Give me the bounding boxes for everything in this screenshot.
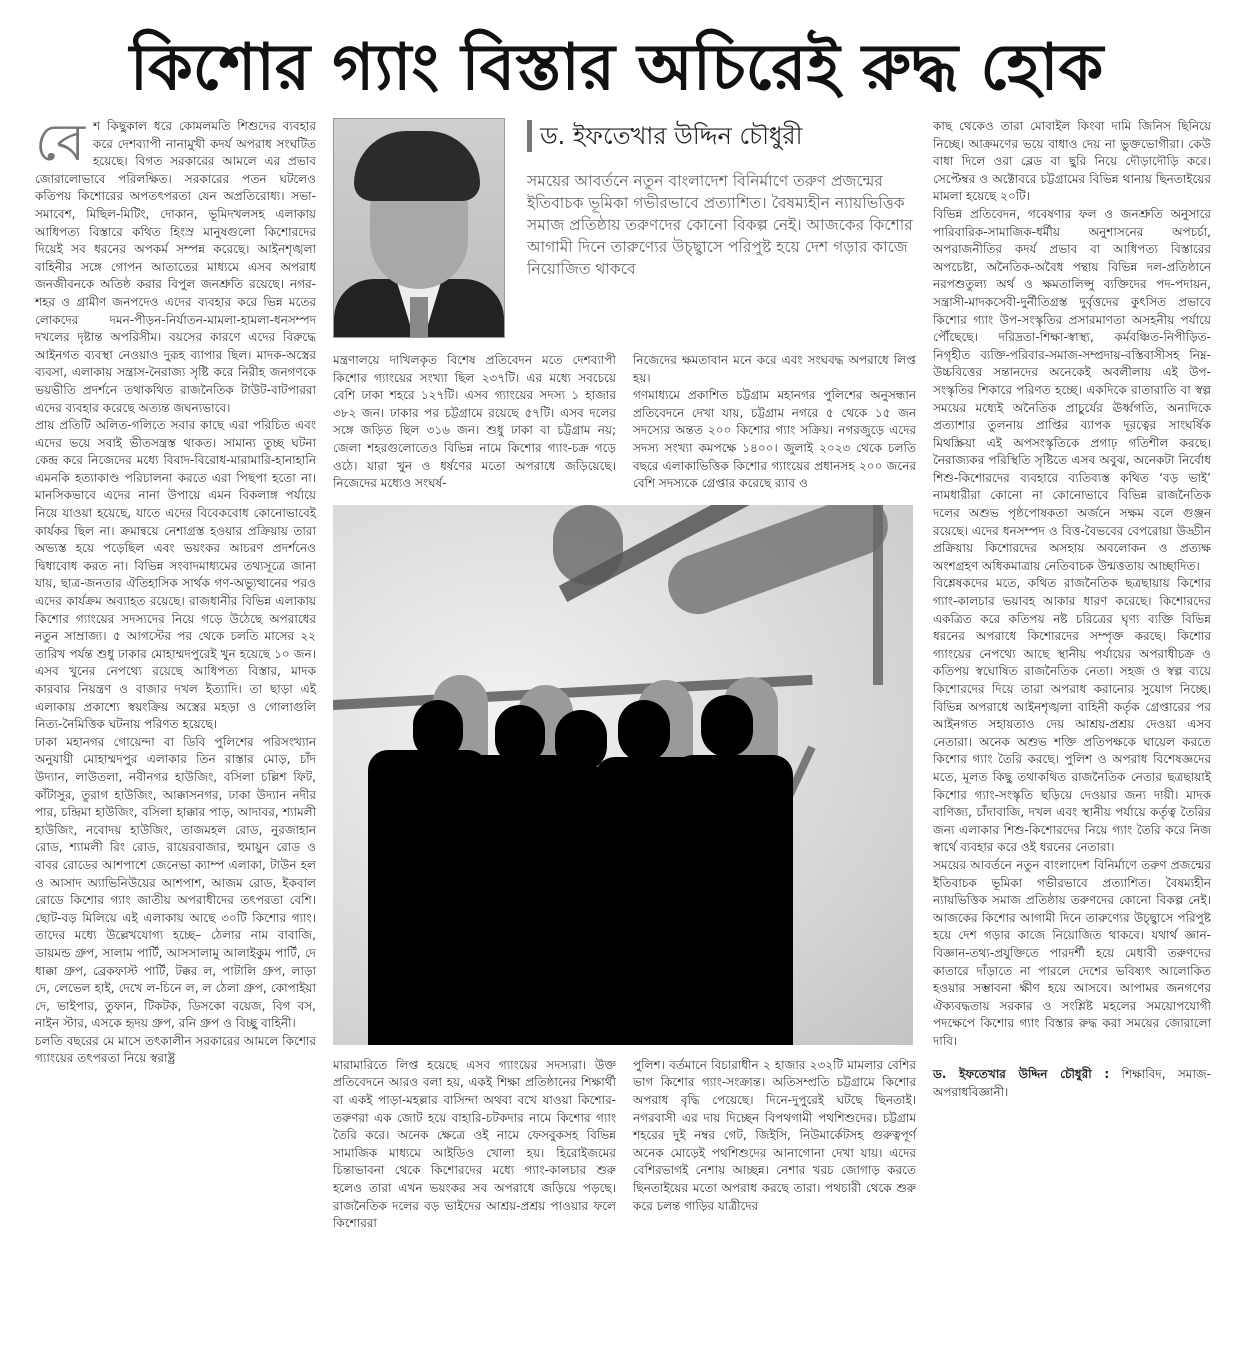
author-byline: ড. ইফতেখার উদ্দিন চৌধুরী	[540, 122, 803, 150]
article-grid	[0, 110, 1233, 1233]
paragraph: ঢাকা মহানগর গোয়েন্দা বা ডিবি পুলিশের পরিসংখ্যান অনুযায়ী মোহাম্মদপুর এলাকার তিন রাস্তার মোড়, চাঁদ উদ্যান, লাউতলা, নবীনগর হাউজিং, বসিলা চল্লিশ ফিট, কাঁটাসুর, তুরাগ হাউজিং, আক্কাসনগর, ঢাকা উদ্যান নদীর পার, চন্দ্রিমা হাউজিং, বসিলা হাক্কার পাড়, আদাবর, শ্যামলী হাউজিং, নবোদয় হাউজিং, তাজমহল রোড, নুরজাহান রোড, শ্যামলী রিং রোড, রায়েরবাজার, হুমায়ুন রোড ও বাবর রোডের আশপাশে জেনেভা ক্যাম্প এলাকা, টাউন হল ও আসাদ অ্যাভিনিউয়ের আশপাশ, আজম রোড, ইকবাল রোডে কিশোর গ্যাং জাতীয় অপরাধীদের তৎপরতা বেশি। ছোট-বড় মিলিয়ে এই এলাকায় আছে ৩০টি কিশোর গ্যাং। তাদের মধ্যে উল্লেখযোগ্য হচ্ছে– ঠেলার নাম বাবাজি, ডায়মন্ড গ্রুপ, সালাম পার্টি, আসসালামু আলাইকুম পার্টি, দে ধাক্কা গ্রুপ, ব্রেকফাস্ট পার্টি, টক্কর ল, পাটালি গ্রুপ, লাড়া দে, লেভেল হাই, দেখে ল-চিনে ল, ল ঠেলা গ্রুপ, কোপাইয়া দে, ভাইপার, তুফান, টিকটক, ডিসকো বয়েজ, বিগ বস, নাইন স্টার, এসকে হৃদয় গ্রুপ, রনি গ্রুপ ও বিচ্ছু বাহিনী।	[35, 734, 316, 1031]
paragraph-text: শ কিছুকাল ধরে কোমলমতি শিশুদের ব্যবহার করে দেশব্যাপী নানামুখী কদর্য অপরাধ সংঘটিত হয়েছে। বিগত সরকারের আমলে এর প্রভাব জোরালোভাবে পরিলক্ষিত। সরকারের পতন ঘটলেও কতিপয় কিশোরের অপতৎপরতা যেন অপ্রতিরোধ্য। সভা-সমাবেশ, মিছিল-মিটিং, দোকান, ভূমিদখলসহ এলাকায় আধিপত্য বিস্তারে কথিত হিংস্র মানুষগুলো কিশোরদের দিয়েই সব ধরনের অপকর্ম সম্পন্ন করেছে। আইনশৃঙ্খলা বাহিনীর সঙ্গে গোপন আতাতের মাধ্যমে এসব অপরাধ জনজীবনকে অতিষ্ঠ করার বিপুল জনশ্রুতি রয়েছে। নগর-শহর ও গ্রামীণ জনপদেও এদের ব্যবহার করে ভিন্ন মতের লোকদের দমন-পীড়ন-নির্যাতন-মামলা-হামলা-ধনসম্পদ দখলের দৃষ্টান্ত অপরিসীম। বয়সের কারণে এদের বিরুদ্ধে আইনগত ব্যবস্থা নেওয়াও দুরূহ ব্যাপার ছিল। মাদক-অস্ত্রের ব্যবসা, এলাকায় সন্ত্রাস-নৈরাজ্য সৃষ্টি করে নিরীহ জনগণকে ভয়ভীতি প্রদর্শনে তথাকথিত রাজনৈতিক টাউট-বাটপাররা এদের ব্যবহার করেছে অত্যন্ত জঘন্যভাবে।	[35, 119, 316, 415]
center-top-columns	[333, 352, 916, 493]
paragraph: বিশ্লেষকদের মতে, কথিত রাজনৈতিক ছত্রছায়ায় কিশোর গ্যাং-কালচার ভয়াবহ আকার ধারণ করেছে। কিশোরদের একত্রিত করে কতিপয় নষ্ট চরিত্রের ঘৃণ্য ব্যক্তি বিভিন্ন ধরনের অপরাধে কিশোরদের সম্পৃক্ত করছে। কিশোর গ্যাংয়ের নেপথ্যে আছে স্থানীয় পর্যায়ের অপরাধীচক্র ও কতিপয় স্বঘোষিত রাজনৈতিক নেতা। সহজ ও স্বল্প ব্যয়ে কিশোরদের দিয়ে তারা অপরাধ করানোর সুযোগ নিচ্ছে। বিভিন্ন অপরাধে আইনশৃঙ্খলা বাহিনী কর্তৃক গ্রেপ্তারের পর আইনগত সহায়তাও দেয় আশ্রয়-প্রশ্রয় দেওয়া এসব নেতারা। অনেক অশুভ শক্তি প্রতিপক্ষকে ঘায়েল করতে কিশোর গ্যাং তৈরি করছে। পুলিশ ও অপরাধ বিশেষজ্ঞদের মতে, মূলত কিছু তথাকথিত রাজনৈতিক নেতার ছত্রছায়াই কিশোর গ্যাং-সংস্কৃতি ছড়িয়ে দেওয়ার জন্য দায়ী। মাদক বাণিজ্য, চাঁদাবাজি, দখল এবং স্থানীয় পর্যায়ে কর্তৃত্ব তৈরির জন্য এলাকার শিশু-কিশোরদের নিয়ে গ্যাং তৈরি করে নিজ স্বার্থে ব্যবহার করে ওই ধরনের নেতারা।	[933, 576, 1211, 855]
paragraph: বিভিন্ন প্রতিবেদন, গবেষণার ফল ও জনশ্রুতি অনুসারে পারিবারিক-সামাজিক-ধর্মীয় অনুশাসনের অপচর্চা, অপরাজনীতির কদর্য প্রভাব বা আধিপত্য বিস্তারের অপচেষ্টা, অনৈতিক-অবৈধ পন্থায় বিভিন্ন দল-প্রতিষ্ঠানে নরপশুতুল্য অর্থ ও ক্ষমতালিপ্সু ব্যক্তিদের পদ-পদায়ন, সন্ত্রাসী-মাদকসেবী-দুর্নীতিগ্রস্ত দুর্বৃত্তদের কুৎসিত প্রভাবে কিশোর গ্যাং উপ-সংস্কৃতির প্রসারমাণতা অসহনীয় পর্যায়ে পৌঁছেছে। দরিদ্রতা-শিক্ষা-স্বাস্থ্য, কর্মবঞ্চিত-নিপীড়িত-নিগৃহীত ব্যক্তি-পরিবার-সমাজ-সম্প্রদায়-বস্তিবাসীসহ নিম্ন-উচ্চবিত্তের সন্তানদের অনেকেই অবলীলায় এই উপ-সংস্কৃতির শিকারে পরিণত হচ্ছে। একদিকে রাতারাতি বা স্বল্প সময়ের মধ্যেই অনৈতিক প্রাচুর্যের ঊর্ধ্বগতি, অন্যদিকে প্রত্যাশার তুলনায় প্রাপ্তির ব্যাপক দূরত্বের সাংঘর্ষিক মিথস্ক্রিয়া এই অপসংস্কৃতিকে প্রগাঢ় গতিশীল করছে। নৈরাজ্যকর পরিস্থিতি সৃষ্টিতে এসব অবুঝ, অনেকটা নির্বোধ শিশু-কিশোরদের ব্যবহারে ব্যতিব্যস্ত কথিত ‘বড় ভাই’ নামধারীরা কোনো না কোনোভাবে বিভিন্ন রাজনৈতিক দলের অশুভ পৃষ্ঠপোষকতা অর্জনে সক্ষম বলে গুঞ্জন রয়েছে। এদের ধনসম্পদ ও বিত্ত-বৈভবের বেপরোয়া উড্ডীন প্রক্রিয়ায় কিশোরদের অসহায় অবলোকন ও প্রত্যক্ষ অংশগ্রহণ অধিকমাত্রায় নেতিবাচক উন্মত্ততায় আচ্ছাদিত।	[933, 206, 1211, 573]
center-bottom-columns	[333, 1057, 916, 1233]
paragraph	[35, 113, 316, 417]
illustration-silhouettes	[333, 505, 913, 1045]
byline-bar	[527, 120, 532, 152]
silhouette-head	[555, 710, 607, 772]
article-column-4	[933, 118, 1211, 1102]
pull-quote: সময়ের আবর্তনে নতুন বাংলাদেশ বিনির্মাণে তরুণ প্রজন্মের ইতিবাচক ভূমিকা গভীরভাবে প্রত্যাশিত। বৈষম্যহীন ন্যায়ভিত্তিক সমাজ প্রতিষ্ঠায় তরুণদের কোনো বিকল্প নেই। আজকের কিশোর আগামী দিনে তারুণ্যের উচ্ছ্বাসে পরিপুষ্ট হয়ে দেশ গড়ার কাজে নিয়োজিত থাকবে	[527, 172, 913, 278]
paragraph: নিজেদের ক্ষমতাবান মনে করে এবং সংঘবদ্ধ অপরাধে লিপ্ত হয়।	[633, 353, 916, 385]
article-column-2-top	[333, 352, 616, 493]
article-column-1	[35, 113, 316, 1068]
article-column-3-top	[633, 352, 916, 493]
author-signoff	[933, 1066, 1211, 1101]
author-text	[527, 118, 916, 338]
silhouette-body	[673, 755, 793, 1045]
ink-stroke	[873, 505, 883, 685]
author-row	[333, 118, 916, 338]
paragraph: মারামারিতে লিপ্ত হয়েছে এসব গ্যাংয়ের সদস্যরা। উক্ত প্রতিবেদনে আরও বলা হয়, একই শিক্ষা প্রতিষ্ঠানের শিক্ষার্থী বা একই পাড়া-মহল্লার বাসিন্দা অথবা বখে যাওয়া কিশোর-তরুণরা এক জোট হয়ে বাহারি-চটকদার নামে কিশোর গ্যাং তৈরি করে। অনেক ক্ষেত্রে ওই নামে ফেসবুকসহ বিভিন্ন সামাজিক মাধ্যমে আইডিও খোলা হয়। হিরোইজমের চিন্তাভাবনা থেকে কিশোরদের মধ্যে গ্যাং-কালচার শুরু হলেও তারা এখন ভয়ংকর সব অপরাধে জড়িয়ে পড়ছে। রাজনৈতিক দলের বড় ভাইদের আশ্রয়-প্রশ্রয় পাওয়ার ফলে কিশোররা	[333, 1057, 616, 1231]
paragraph: প্রায় প্রতিটি অলিত-গলিতে সবার কাছে এরা পরিচিত এবং এদের ভয়ে সবাই ভীতসন্ত্রস্ত থাকত। সামান্য তুচ্ছ ঘটনা কেন্দ্র করে নিজেদের মধ্যে বিবাদ-বিরোধ-মারামারি-হানাহানি এমনকি হত্যাকাণ্ড পরিচালনা করতে এরা পিছপা হতো না। মানসিকভাবে এদের নানা উপায়ে এমন বিকলাঙ্গ পর্যায়ে নিয়ে যাওয়া হয়েছে, যাতে এদের বিবেকবোধ কোনোভাবেই কার্যকর ছিল না। ক্রমান্বয়ে নেশাগ্রস্ত হওয়ার প্রক্রিয়ায় তারা অভ্যস্ত হয়ে পড়েছিল এবং ভয়ংকর আচরণ প্রদর্শনেও দ্বিধাবোধ করত না। বিভিন্ন সংবাদমাধ্যমের তথ্যসূত্রে জানা যায়, ছাত্র-জনতার ঐতিহাসিক সার্থক গণ-অভ্যুত্থানের পরও এদের কার্যক্রম অব্যাহত রয়েছে। রাজধানীর বিভিন্ন এলাকায় কিশোর গ্যাংয়ের সদস্যদের নিয়ে গড়ে উঠেছে অপরাধের নতুন সাম্রাজ্য। ৫ আগস্টের পর থেকে চলতি মাসের ২২ তারিখ পর্যন্ত শুধু ঢাকার মোহাম্মদপুরেই খুন হয়েছে ১০ জন। এসব খুনের নেপথ্যে রয়েছে আধিপত্য বিস্তার, মাদক কারবার নিয়ন্ত্রণ ও বাজার দখল ইত্যাদি। তা ছাড়া এই এলাকায় প্রকাশ্যে স্বয়ংক্রিয় অস্ত্রের মহড়া ও গোলাগুলি নিত্য-নৈমিত্তিক ঘটনায় পরিণত হয়েছে।	[35, 418, 316, 732]
author-photo	[333, 118, 505, 338]
dropcap: বে	[35, 113, 86, 173]
spacer	[933, 1050, 1211, 1066]
article-column-2-bottom	[333, 1057, 616, 1233]
paragraph: পুলিশ। বর্তমানে বিচারাধীন ২ হাজার ২৩২টি মামলার বেশির ভাগ কিশোর গ্যাং-সংক্রান্ত। অতিসম্প্রতি চট্টগ্রামে কিশোর অপরাধ বৃদ্ধি পেয়েছে। দিনে-দুপুরেই ঘটছে ছিনতাই। নগরবাসী এর দায় দিচ্ছেন বিপথগামী পথশিশুদের। চট্টগ্রাম শহরের দুই নম্বর গেট, জিইসি, নিউমার্কেটসহ গুরুত্বপূর্ণ অনেক মোড়েই পথশিশুদের আনাগোনা দেখা যায়। এদের বেশিরভাগই নেশায় আচ্ছন্ন। নেশার খরচ জোগাড় করতে ছিনতাইয়ের মতো অপরাধ করছে তারা। পথচারী থেকে শুরু করে চলন্ত গাড়ির যাত্রীদের	[633, 1057, 916, 1213]
paragraph: চলতি বছরের মে মাসে তৎকালীন সরকারের আমলে কিশোর গ্যাংয়ের তৎপরতা নিয়ে স্বরাষ্ট্র	[35, 1033, 316, 1066]
paragraph: সময়ের আবর্তনে নতুন বাংলাদেশ বিনির্মাণে তরুণ প্রজন্মের ইতিবাচক ভূমিকা গভীরভাবে প্রত্যাশিত। বৈষম্যহীন ন্যায়ভিত্তিক সমাজ প্রতিষ্ঠায় তরুণদের কোনো বিকল্প নেই। আজকের কিশোর আগামী দিনে তারুণ্যের উচ্ছ্বাসে পরিপুষ্ট হয়ে দেশ গড়ার কাজে নিয়োজিত থাকবে। যথার্থ জ্ঞান-বিজ্ঞান-তথ্য-প্রযুক্তিতে পারদর্শী হয়ে মেধাবী তরুণদের কাতারে দাঁড়াতে না পারলে দেশের ভবিষ্যৎ আলোকিত হওয়ার সম্ভাবনা ক্ষীণ হয়ে আসবে। আপামর জনগণের ঐক্যবদ্ধতায় সরকার ও সংশ্লিষ্ট মহলের সময়োপযোগী পদক্ষেপে কিশোর গ্যাং বিস্তার রুদ্ধ করা সময়ের জোরালো দাবি।	[933, 857, 1211, 1048]
photo-tie	[410, 297, 428, 338]
article-column-3-bottom	[633, 1057, 916, 1233]
center-block	[333, 118, 916, 1233]
signoff-name: ড. ইফতেখার উদ্দিন চৌধুরী :	[933, 1067, 1110, 1082]
headline: কিশোর গ্যাং বিস্তার অচিরেই রুদ্ধ হোক	[129, 31, 1104, 105]
paragraph: মন্ত্রণালয়ে দাখিলকৃত বিশেষ প্রতিবেদন মতে দেশব্যাপী কিশোর গ্যাংয়ের সংখ্যা ছিল ২৩৭টি। এর মধ্যে সবচেয়ে বেশি ঢাকা শহরে ১২৭টি। এসব গ্যাংয়ের সদস্য ১ হাজার ৩৮২ জন। ঢাকার পর চট্টগ্রামে রয়েছে ৫৭টি। এসব দলের সঙ্গে জড়িত ছিল ৩১৬ জন। শুধু ঢাকা বা চট্টগ্রাম নয়; জেলা শহরগুলোতেও বিভিন্ন নামে কিশোর গ্যাং-চক্র গড়ে ওঠে। যারা খুন ও ধর্ষণের মতো অপরাধে জড়িয়েছে। নিজেদের মধ্যেও সংঘর্ষ-	[333, 353, 616, 491]
silhouette-head	[618, 700, 670, 762]
byline-wrap	[527, 118, 916, 154]
paragraph: গণমাধ্যমে প্রকাশিত চট্টগ্রাম মহানগর পুলিশের অনুসন্ধান প্রতিবেদনে দেখা যায়, চট্টগ্রাম নগরে ৫ থেকে ১৫ জন সদস্যের অন্তত ২০০ কিশোর গ্যাং সক্রিয়। নগরজুড়ে এদের সদস্য সংখ্যা কমপক্ষে ১৪০০। জুলাই ২০২৩ থেকে চলতি বছরে এলাকাভিত্তিক কিশোর গ্যাংয়ের প্রধানসহ ২০০ জনের বেশি সদস্যকে গ্রেপ্তার করেছে র‍্যাব ও	[633, 388, 916, 491]
photo-hair	[354, 131, 480, 201]
silhouette-head	[701, 695, 753, 757]
signoff-title: শিক্ষাবিদ, সমাজ-অপরাধবিজ্ঞানী।	[933, 1067, 1211, 1100]
paragraph: কাছ থেকেও তারা মোবাইল কিংবা দামি জিনিস ছিনিয়ে নিচ্ছে। আক্রমণের ভয়ে বাধাও দেয় না ভুক্তভোগীরা। কেউ বাধা দিলে ওরা ব্লেড বা ছুরি নিয়ে দৌড়াদৌড়ি করে। সেপ্টেম্বর ও অক্টোবরে চট্টগ্রামের বিভিন্ন থানায় ছিনতাইয়ের মামলা হয়েছে ২০টি।	[933, 119, 1211, 204]
